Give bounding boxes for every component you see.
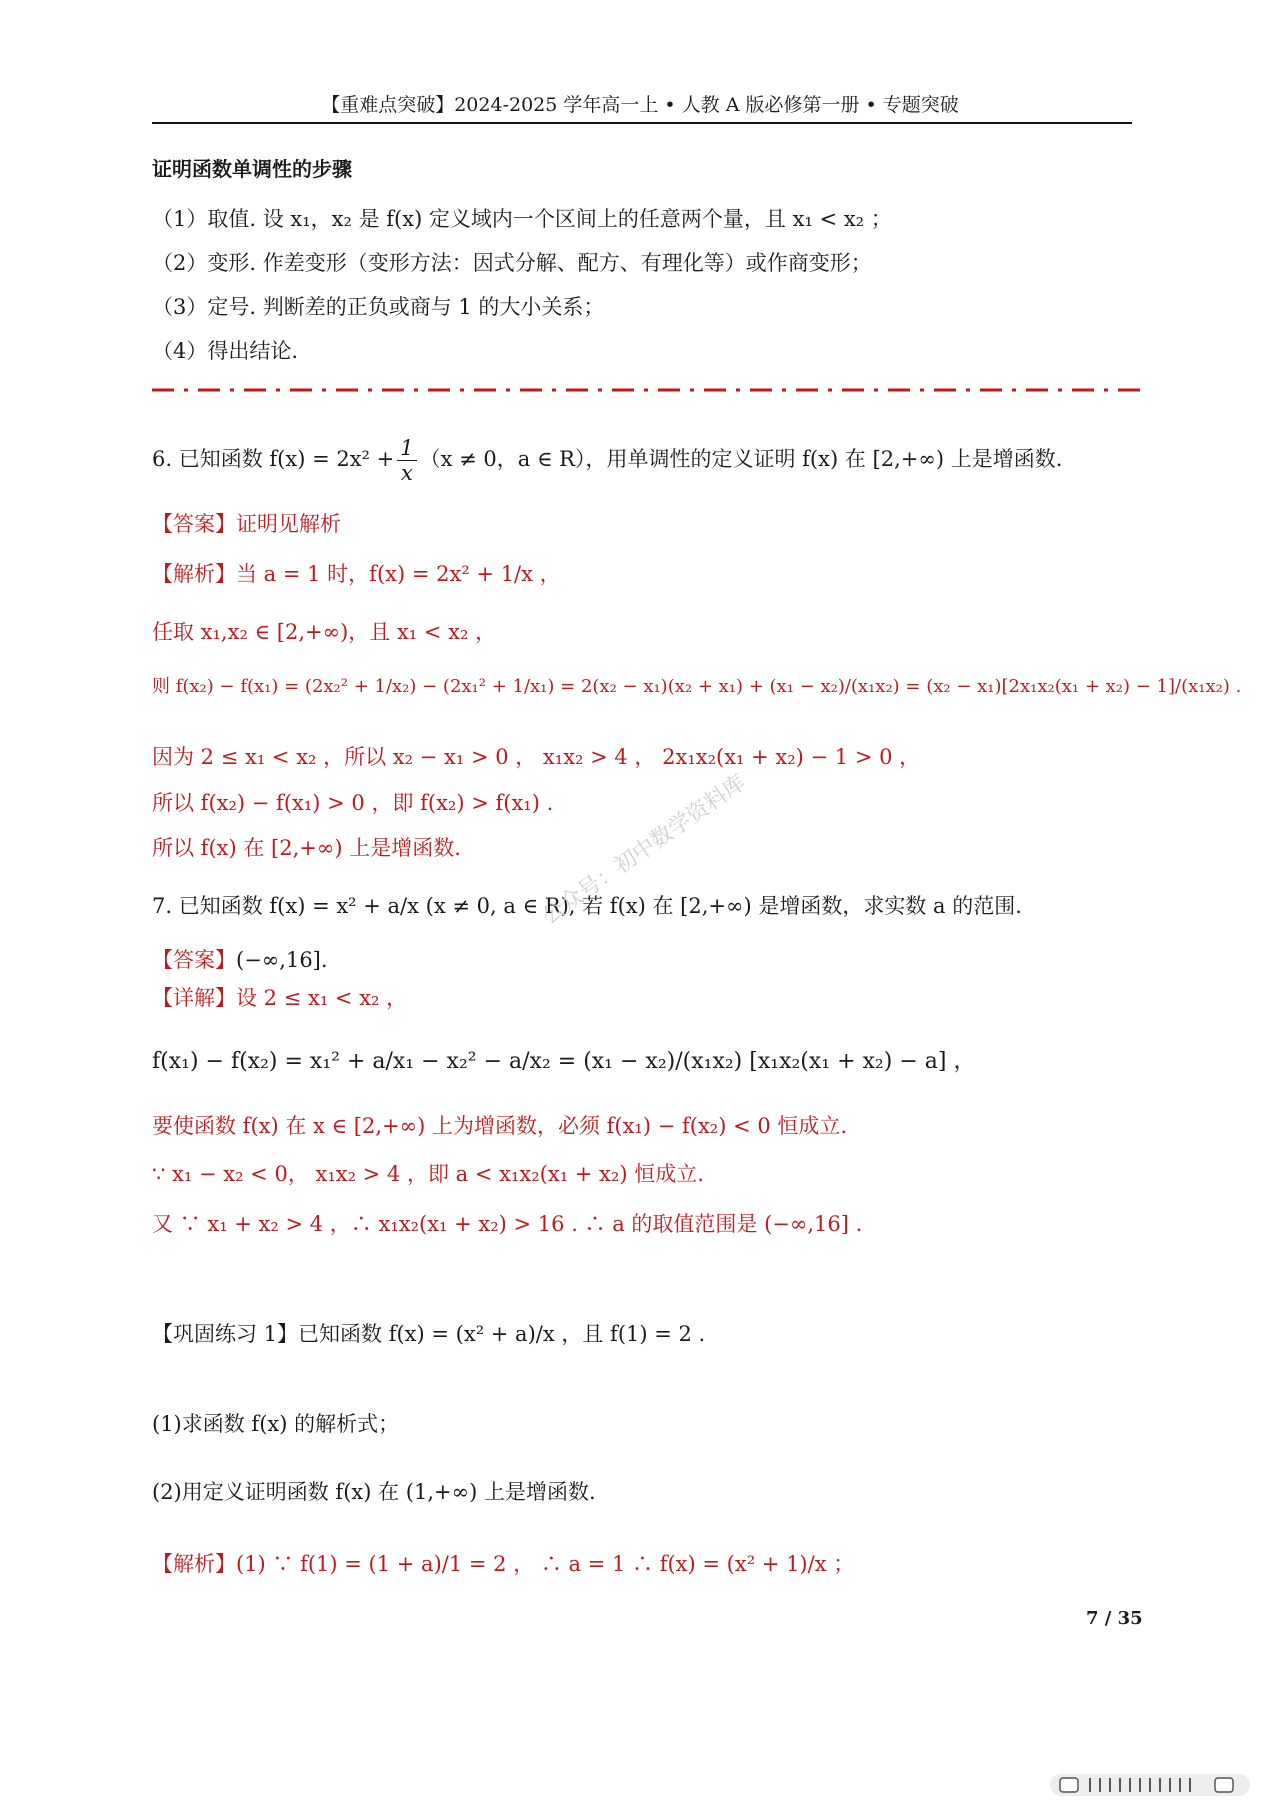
q6-analysis-line2: 任取 x₁,x₂ ∈ [2,+∞)，且 x₁ < x₂ ，	[152, 620, 497, 644]
q7-answer-text: (−∞,16].	[236, 948, 328, 972]
q7-answer	[152, 944, 328, 974]
step-2: （2）变形. 作差变形（变形方法：因式分解、配方、有理化等）或作商变形；	[152, 251, 872, 275]
practice-part1: (1)求函数 f(x) 的解析式；	[152, 1412, 400, 1436]
section-title: 证明函数单调性的步骤	[152, 157, 352, 181]
q6-analysis-line4: 因为 2 ≤ x₁ < x₂ ，所以 x₂ − x₁ > 0 ， x₁x₂ > 4 ， 2x₁x₂(x₁ + x₂) − 1 > 0 ，	[152, 745, 921, 769]
q7-detail-line5: 又 ∵ x₁ + x₂ > 4 ，∴ x₁x₂(x₁ + x₂) > 16 . ∴ a 的取值范围是 (−∞,16] .	[152, 1212, 863, 1236]
q6-analysis-tag: 【解析】	[152, 562, 236, 586]
practice-stem: 【巩固练习 1】已知函数 f(x) = (x² + a)/x ，且 f(1) = 2 .	[152, 1322, 706, 1346]
practice-analysis: 【解析】(1) ∵ f(1) = (1 + a)/1 = 2 ， ∴ a = 1 ∴ f(x) = (x² + 1)/x ；	[152, 1552, 855, 1576]
q6-analysis-line5: 所以 f(x₂) − f(x₁) > 0 ，即 f(x₂) > f(x₁) .	[152, 791, 554, 815]
q6-analysis-line6: 所以 f(x) 在 [2,+∞) 上是增函数.	[152, 836, 461, 860]
q6-stem	[152, 436, 1062, 485]
q6-answer-text: 证明见解析	[236, 512, 341, 536]
q6-stem-a: 6. 已知函数 f(x) = 2x² +	[152, 447, 395, 471]
practice-part2: (2)用定义证明函数 f(x) 在 (1,+∞) 上是增函数.	[152, 1480, 596, 1504]
step-1: （1）取值. 设 x₁，x₂ 是 f(x) 定义域内一个区间上的任意两个量，且 x₁ < x₂ ；	[152, 207, 892, 231]
q7-detail-line4: ∵ x₁ − x₂ < 0， x₁x₂ > 4 ，即 a < x₁x₂(x₁ + x₂) 恒成立.	[152, 1162, 704, 1186]
step-4: （4）得出结论.	[152, 339, 299, 363]
q6-analysis-line1: 【解析】当 a = 1 时，f(x) = 2x² + 1/x ，	[152, 562, 561, 586]
q7-answer-tag: 【答案】	[152, 948, 236, 972]
practice-analysis-tag: 【解析】	[152, 1552, 236, 1576]
q7-detail-tag: 【详解】	[152, 986, 236, 1010]
page-scroll-indicator[interactable]	[1050, 1770, 1250, 1800]
q6-stem-b: （x ≠ 0，a ∈ R），用单调性的定义证明 f(x) 在 [2,+∞) 上是增函数.	[419, 447, 1063, 471]
step-3: （3）定号. 判断差的正负或商与 1 的大小关系；	[152, 295, 605, 319]
header-rule	[152, 122, 1132, 124]
q7-stem: 7. 已知函数 f(x) = x² + a/x (x ≠ 0, a ∈ R), 若 f(x) 在 [2,+∞) 是增函数，求实数 a 的范围.	[152, 894, 1022, 918]
red-dash-divider	[152, 385, 1144, 395]
watermark: 公众号：初中数学资料库	[537, 770, 751, 930]
q6-answer-tag: 【答案】	[152, 512, 236, 536]
q6-answer	[152, 508, 341, 538]
q7-detail-line1: 【详解】设 2 ≤ x₁ < x₂ ，	[152, 986, 408, 1010]
page-number: 7 / 35	[1086, 1608, 1143, 1629]
q7-detail-line3: 要使函数 f(x) 在 x ∈ [2,+∞) 上为增函数，必须 f(x₁) − f(x₂) < 0 恒成立.	[152, 1114, 848, 1138]
q7-detail-line2: f(x₁) − f(x₂) = x₁² + a/x₁ − x₂² − a/x₂ = (x₁ − x₂)/(x₁x₂) [x₁x₂(x₁ + x₂) − a] ，	[152, 1049, 976, 1074]
q6-analysis-line3: 则 f(x₂) − f(x₁) = (2x₂² + 1/x₂) − (2x₁² + 1/x₁) = 2(x₂ − x₁)(x₂ + x₁) + (x₁ − x₂)/(x₁x₂) = (x₂ − x₁)[2x₁x₂(x₁ + x₂) − 1]/(x₁x₂) .	[152, 676, 1242, 697]
page-header: 【重难点突破】2024-2025 学年高一上 • 人教 A 版必修第一册 • 专题突破	[321, 94, 959, 116]
q6-fraction: $\frac{1}{x}$	[397, 436, 416, 485]
